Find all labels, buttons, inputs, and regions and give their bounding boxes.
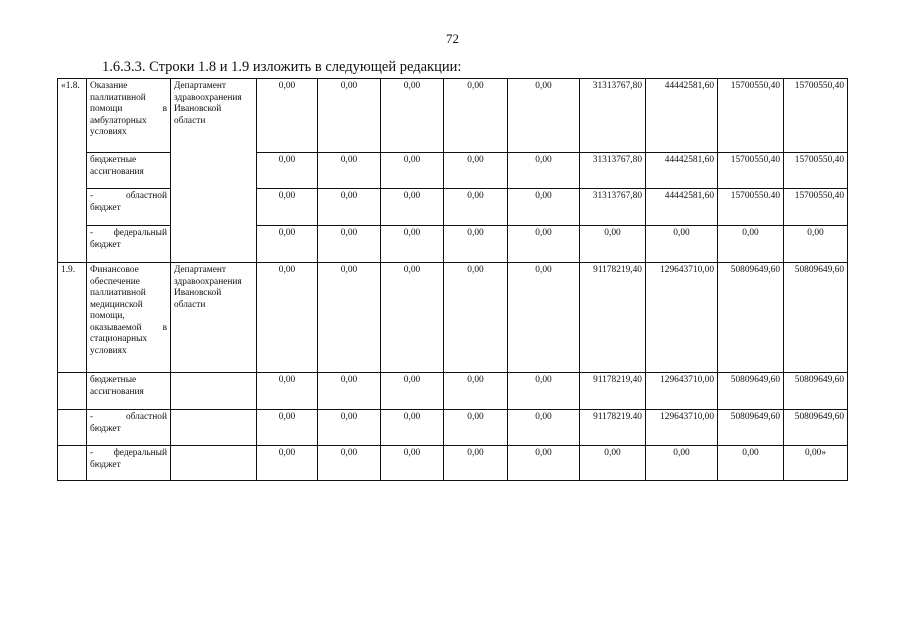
text-line: ассигнования: [90, 166, 144, 177]
value-cell: 0,00: [508, 189, 580, 226]
value-cell: 0,00: [508, 153, 580, 189]
value-cell: 0,00: [318, 410, 381, 446]
value-cell: 0,00»: [784, 446, 848, 481]
value-cell: 31313767,80: [580, 189, 646, 226]
table-row: [58, 410, 848, 446]
text-line: Ивановской: [174, 104, 222, 114]
value-cell: 44442581,60: [646, 153, 718, 189]
value-cell: 0,00: [718, 226, 784, 263]
value-cell: 0,00: [257, 446, 318, 481]
value-cell: 0,00: [257, 189, 318, 226]
row-code-cell: «1.8.: [58, 79, 87, 263]
value-cell: 0,00: [381, 410, 444, 446]
value-cell: 0,00: [257, 410, 318, 446]
row-name-cell: [87, 153, 171, 189]
value-cell: 0,00: [318, 446, 381, 481]
justified-line: [90, 191, 167, 203]
value-cell: 0,00: [381, 446, 444, 481]
value-cell: 0,00: [381, 373, 444, 410]
row-name-cell: [87, 410, 171, 446]
text-line: Оказание: [90, 81, 128, 91]
text-line: паллиативной: [90, 92, 146, 103]
value-cell: 0,00: [508, 410, 580, 446]
value-cell: 15700550.40: [718, 189, 784, 226]
text-line: бюджет: [90, 459, 121, 470]
line-part: помощи: [90, 104, 123, 114]
row-name-cell: [87, 446, 171, 481]
table-row: [58, 373, 848, 410]
value-cell: 0,00: [444, 446, 508, 481]
justified-line: [90, 228, 167, 240]
justified-line: [90, 448, 167, 460]
line-part: федеральный: [113, 448, 167, 458]
value-cell: 15700550,40: [718, 79, 784, 153]
value-cell: 0,00: [381, 189, 444, 226]
row-code-cell: 1.9.: [58, 263, 87, 373]
text-line: медицинской: [90, 299, 143, 310]
value-cell: 0,00: [508, 226, 580, 263]
value-cell: 0,00: [508, 373, 580, 410]
text-line: здравоохранения: [174, 276, 242, 287]
value-cell: 129643710,00: [646, 410, 718, 446]
justified-line: [90, 323, 167, 335]
department-cell: [171, 373, 257, 410]
budget-table: [57, 78, 848, 481]
value-cell: 31313767,80: [580, 79, 646, 153]
value-cell: 0,00: [257, 153, 318, 189]
value-cell: 0,00: [508, 446, 580, 481]
text-line: бюджет: [90, 239, 121, 250]
value-cell: 0,00: [257, 263, 318, 373]
value-cell: 0,00: [580, 446, 646, 481]
section-heading: 1.6.3.3. Строки 1.8 и 1.9 изложить в следующей редакции:: [102, 59, 462, 75]
value-cell: 0,00: [381, 263, 444, 373]
department-cell: [171, 79, 257, 263]
value-cell: 31313767,80: [580, 153, 646, 189]
value-cell: 0,00: [646, 226, 718, 263]
value-cell: 44442581,60: [646, 79, 718, 153]
text-line: бюджетные: [90, 375, 137, 385]
value-cell: 0,00: [784, 226, 848, 263]
value-cell: 15700550,40: [784, 153, 848, 189]
value-cell: 0,00: [580, 226, 646, 263]
value-cell: 0,00: [508, 263, 580, 373]
line-part: федеральный: [113, 228, 167, 238]
row-name-cell: [87, 373, 171, 410]
value-cell: 0,00: [318, 189, 381, 226]
text-line: Финансовое: [90, 265, 139, 275]
row-name-cell: [87, 263, 171, 373]
text-line: Департамент: [174, 265, 226, 275]
value-cell: 129643710,00: [646, 263, 718, 373]
value-cell: 0,00: [381, 153, 444, 189]
text-line: паллиативной: [90, 288, 146, 298]
value-cell: 0,00: [444, 153, 508, 189]
value-cell: 0,00: [381, 79, 444, 153]
value-cell: 0,00: [318, 226, 381, 263]
justified-line: [90, 412, 167, 424]
value-cell: 0,00: [318, 79, 381, 153]
text-line: здравоохранения: [174, 92, 242, 103]
value-cell: 0,00: [318, 373, 381, 410]
value-cell: 0,00: [646, 446, 718, 481]
department-cell: [171, 446, 257, 481]
line-part: -: [90, 412, 94, 422]
value-cell: 0,00: [318, 153, 381, 189]
line-part: -: [90, 228, 94, 238]
row-code-cell: [58, 373, 87, 410]
value-cell: 0,00: [444, 189, 508, 226]
text-line: условиях: [90, 127, 127, 137]
value-cell: 0,00: [381, 226, 444, 263]
text-line: бюджет: [90, 423, 121, 434]
text-line: бюджет: [90, 202, 121, 213]
page-number: 72: [446, 31, 459, 46]
row-name-cell: [87, 189, 171, 226]
value-cell: 0,00: [508, 79, 580, 153]
line-part: -: [90, 191, 94, 201]
value-cell: 50809649,60: [718, 410, 784, 446]
value-cell: 15700550,40: [784, 79, 848, 153]
text-line: Департамент: [174, 81, 226, 91]
line-part: областной: [125, 412, 167, 422]
line-part: -: [90, 448, 94, 458]
value-cell: 0,00: [257, 226, 318, 263]
department-cell: [171, 410, 257, 446]
line-part: в: [162, 104, 167, 114]
value-cell: 0,00: [444, 373, 508, 410]
value-cell: 50809649,60: [784, 410, 848, 446]
text-line: амбулаторных: [90, 115, 147, 126]
value-cell: 0,00: [257, 79, 318, 153]
department-cell: [171, 263, 257, 373]
value-cell: 0,00: [444, 410, 508, 446]
row-name-cell: [87, 226, 171, 263]
text-line: помощи,: [90, 311, 125, 321]
text-line: стационарных: [90, 334, 148, 344]
value-cell: 0,00: [257, 373, 318, 410]
value-cell: 0,00: [718, 446, 784, 481]
value-cell: 50809649,60: [718, 263, 784, 373]
table-row: [58, 263, 848, 373]
value-cell: 15700550,40: [784, 189, 848, 226]
line-part: областной: [125, 191, 167, 201]
value-cell: 50809649,60: [784, 263, 848, 373]
value-cell: 44442581,60: [646, 189, 718, 226]
value-cell: 50809649,60: [718, 373, 784, 410]
line-part: в: [162, 322, 167, 333]
row-code-cell: [58, 446, 87, 481]
row-name-cell: [87, 79, 171, 153]
value-cell: 0,00: [444, 263, 508, 373]
justified-line: [90, 104, 167, 116]
value-cell: 0,00: [318, 263, 381, 373]
text-line: области: [174, 115, 206, 126]
value-cell: 0,00: [444, 79, 508, 153]
line-part: оказываемой: [90, 322, 142, 333]
value-cell: 129643710,00: [646, 373, 718, 410]
row-code-cell: [58, 410, 87, 446]
table-row: [58, 79, 848, 153]
value-cell: 91178219.40: [580, 410, 646, 446]
value-cell: 91178219,40: [580, 373, 646, 410]
text-line: Ивановской: [174, 288, 222, 298]
text-line: ассигнования: [90, 386, 144, 397]
text-line: обеспечение: [90, 276, 140, 287]
text-line: области: [174, 299, 206, 310]
value-cell: 0,00: [444, 226, 508, 263]
value-cell: 91178219,40: [580, 263, 646, 373]
text-line: условиях: [90, 345, 127, 356]
value-cell: 15700550,40: [718, 153, 784, 189]
text-line: бюджетные: [90, 155, 137, 165]
value-cell: 50809649,60: [784, 373, 848, 410]
table-row: [58, 446, 848, 481]
